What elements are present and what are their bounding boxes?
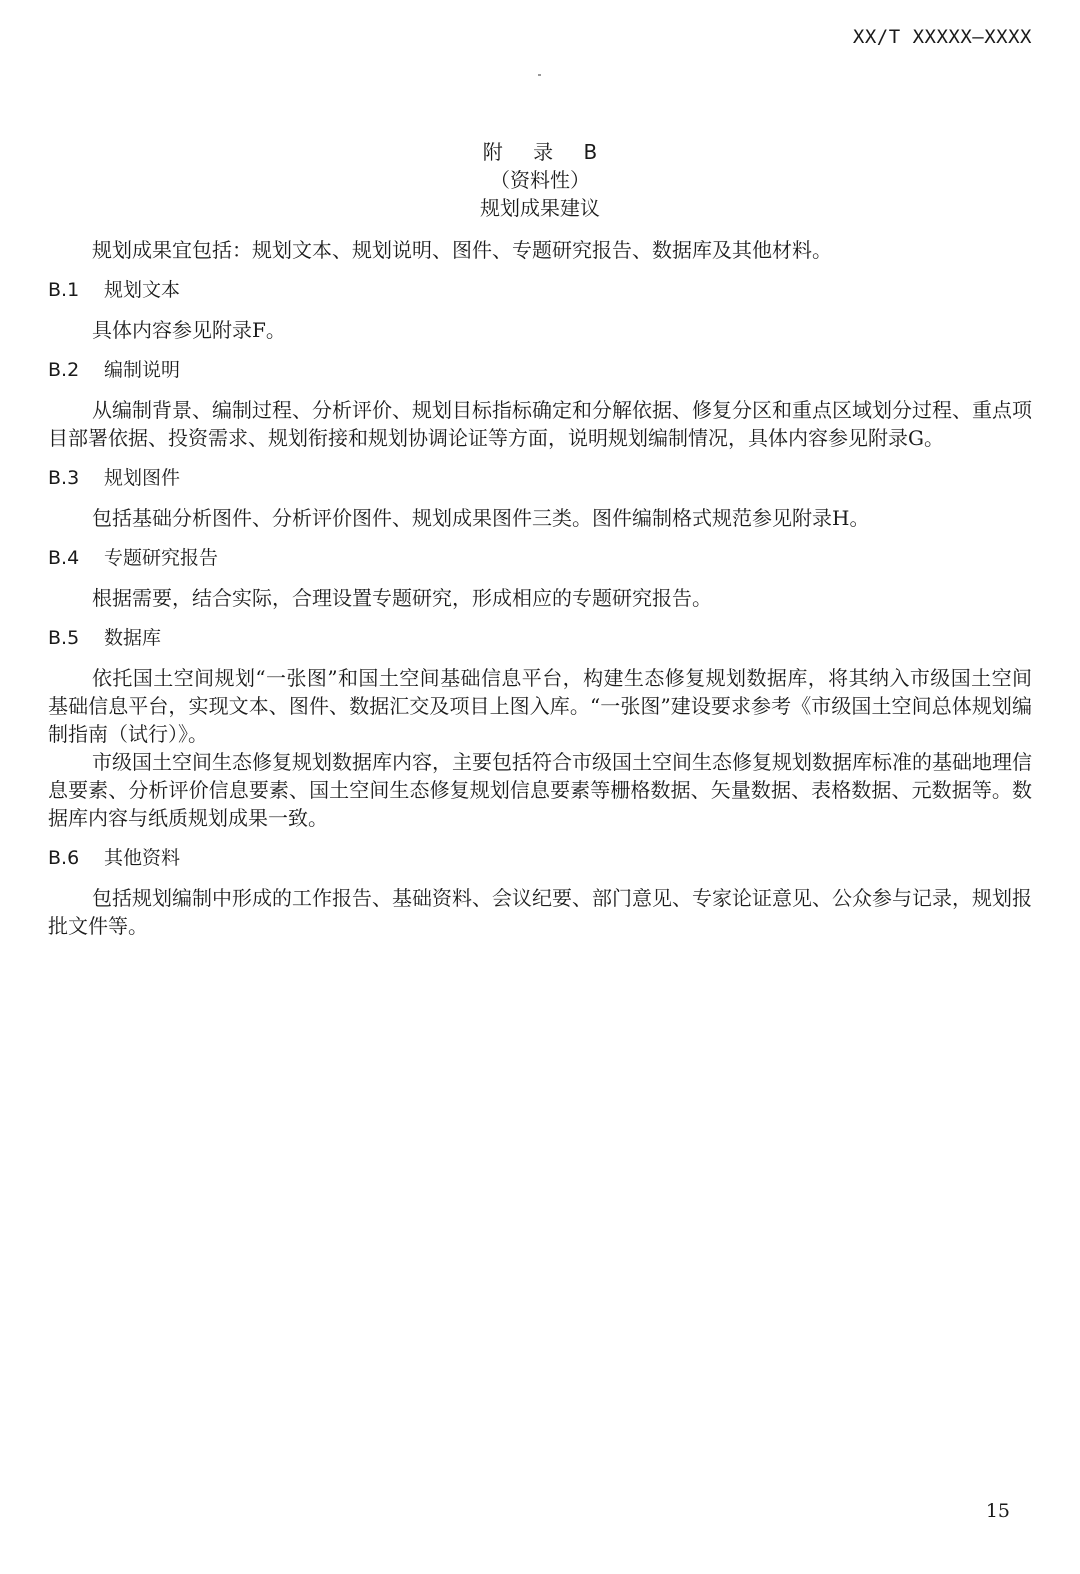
section-number: B.5 bbox=[48, 627, 80, 649]
scan-dot bbox=[538, 74, 541, 76]
intro-paragraph: 规划成果宜包括：规划文本、规划说明、图件、专题研究报告、数据库及其他材料。 bbox=[92, 238, 832, 262]
appendix-title: 规划成果建议 bbox=[480, 196, 600, 220]
page-number: 15 bbox=[985, 1500, 1010, 1522]
section-title: 编制说明 bbox=[104, 359, 181, 381]
section-heading-b4 bbox=[48, 544, 1032, 572]
section-heading-b5 bbox=[48, 624, 1032, 652]
section-heading-b1 bbox=[48, 276, 1032, 304]
section-number: B.6 bbox=[48, 847, 80, 869]
section-number: B.3 bbox=[48, 467, 80, 489]
section-paragraph: 从编制背景、编制过程、分析评价、规划目标指标确定和分解依据、修复分区和重点区域划分过程、重点项目部署依据、投资需求、规划衔接和规划协调论证等方面，说明规划编制情况，具体内容参见附录G。 bbox=[48, 398, 1032, 450]
section-number: B.4 bbox=[48, 547, 80, 569]
section-heading-b3 bbox=[48, 464, 1032, 492]
document-body bbox=[48, 236, 1032, 940]
section-title: 专题研究报告 bbox=[104, 547, 219, 569]
appendix-heading bbox=[0, 138, 1080, 222]
appendix-label: 附 录 B bbox=[482, 140, 610, 164]
standard-code: XX/T XXXXX—XXXX bbox=[852, 26, 1032, 48]
section-paragraph: 包括基础分析图件、分析评价图件、规划成果图件三类。图件编制格式规范参见附录H。 bbox=[92, 506, 870, 530]
section-number: B.1 bbox=[48, 279, 80, 301]
section-title: 其他资料 bbox=[104, 847, 181, 869]
section-number: B.2 bbox=[48, 359, 80, 381]
section-paragraph: 市级国土空间生态修复规划数据库内容，主要包括符合市级国土空间生态修复规划数据库标准的基础地理信息要素、分析评价信息要素、国土空间生态修复规划信息要素等栅格数据、矢量数据、表格数据、元数据等。数据库内容与纸质规划成果一致。 bbox=[48, 750, 1032, 830]
section-title: 数据库 bbox=[104, 627, 162, 649]
section-paragraph: 包括规划编制中形成的工作报告、基础资料、会议纪要、部门意见、专家论证意见、公众参与记录，规划报批文件等。 bbox=[48, 886, 1032, 938]
section-paragraph: 具体内容参见附录F。 bbox=[92, 318, 286, 342]
section-paragraph: 依托国土空间规划“一张图”和国土空间基础信息平台，构建生态修复规划数据库，将其纳入市级国土空间基础信息平台，实现文本、图件、数据汇交及项目上图入库。“一张图”建设要求参考《市级国土空间总体规划编制指南（试行）》。 bbox=[48, 666, 1032, 746]
section-heading-b2 bbox=[48, 356, 1032, 384]
section-title: 规划图件 bbox=[104, 467, 181, 489]
section-heading-b6 bbox=[48, 844, 1032, 872]
section-paragraph: 根据需要，结合实际，合理设置专题研究，形成相应的专题研究报告。 bbox=[92, 586, 712, 610]
section-title: 规划文本 bbox=[104, 279, 181, 301]
appendix-nature: （资料性） bbox=[490, 168, 590, 192]
